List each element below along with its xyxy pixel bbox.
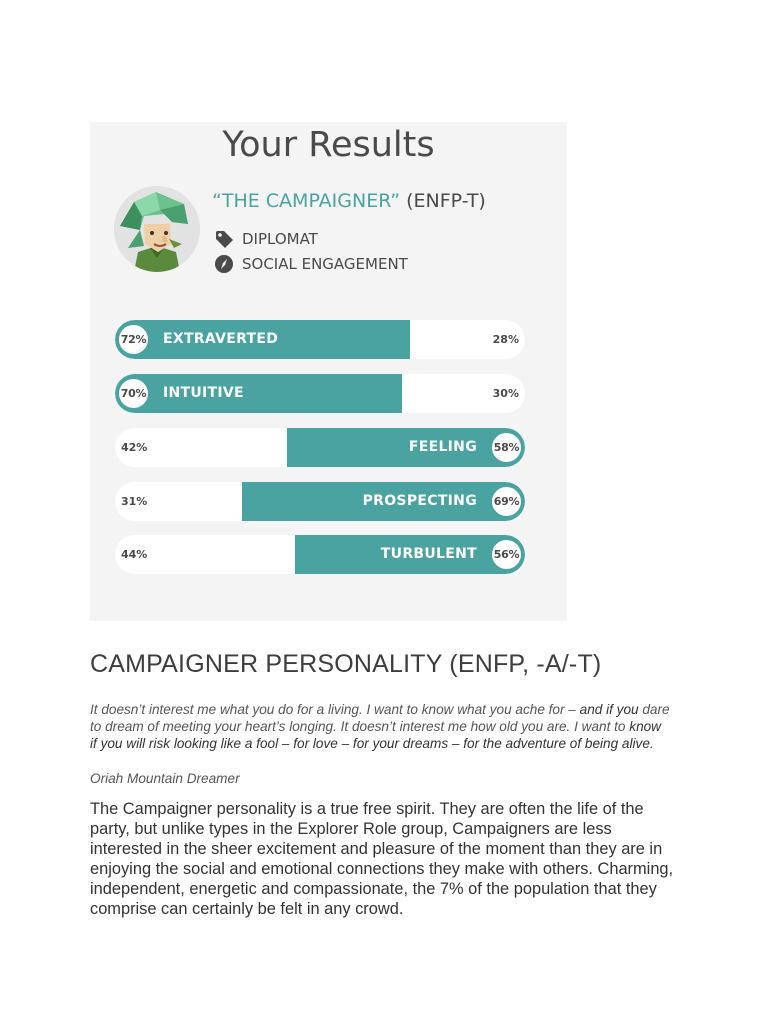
article-body: The Campaigner personality is a true free spirit. They are often the life of the party, but unlike types in the Explorer Role group, Campaigners are less interested in the sheer excitement and pleasure of the moment than they are in enjoying the social and emotional connections they make with others. Charming, independent, energetic and compassionate, the 7% of the population that they comprise can certainly be felt in any crowd.	[90, 800, 674, 918]
trait-percent-badge: 58%	[490, 431, 523, 464]
tag-icon	[214, 229, 234, 249]
quote-text: dare to dream of meeting your heart’s longing. It doesn’t interest me how old you are. I want to	[90, 702, 670, 734]
trait-opposite-percent: 31%	[121, 495, 148, 508]
results-title: Your Results	[222, 125, 435, 165]
quote-author: Oriah Mountain Dreamer	[90, 771, 240, 786]
article-quote	[90, 701, 670, 752]
type-name: “THE CAMPAIGNER”	[212, 190, 401, 212]
personality-type	[212, 188, 486, 214]
trait-fill	[115, 374, 402, 413]
trait-bar-turbulent	[115, 535, 525, 574]
trait-bar-prospecting	[115, 482, 525, 521]
trait-percent-badge: 72%	[117, 323, 150, 356]
results-card	[90, 122, 567, 621]
trait-bar-extraverted	[115, 320, 525, 359]
quote-text: and if you	[579, 702, 639, 717]
compass-icon	[214, 254, 234, 274]
trait-label: INTUITIVE	[163, 385, 244, 401]
strategy-label: SOCIAL ENGAGEMENT	[242, 255, 408, 273]
role-row	[214, 229, 318, 249]
trait-opposite-percent: 28%	[492, 333, 519, 346]
type-code: (ENFP-T)	[406, 190, 486, 212]
trait-bar-feeling	[115, 428, 525, 467]
trait-label: PROSPECTING	[362, 493, 477, 509]
trait-opposite-percent: 42%	[121, 441, 148, 454]
trait-percent-badge: 69%	[490, 485, 523, 518]
campaigner-avatar	[114, 186, 200, 272]
quote-text: know if you will risk looking like a fool – for love – for your dreams – for the adventure of being alive.	[90, 719, 661, 751]
trait-bar-intuitive	[115, 374, 525, 413]
strategy-row	[214, 254, 408, 274]
trait-percent-badge: 56%	[490, 538, 523, 571]
trait-label: FEELING	[408, 439, 477, 455]
trait-opposite-percent: 30%	[492, 387, 519, 400]
trait-opposite-percent: 44%	[121, 548, 148, 561]
trait-label: TURBULENT	[380, 546, 477, 562]
quote-text: It doesn’t interest me what you do for a living. I want to know what you ache for –	[90, 702, 580, 717]
article-heading: CAMPAIGNER PERSONALITY (ENFP, -A/-T)	[90, 650, 602, 678]
trait-label: EXTRAVERTED	[163, 331, 279, 347]
campaigner-avatar-illustration	[114, 186, 200, 272]
trait-percent-badge: 70%	[117, 377, 150, 410]
role-label: DIPLOMAT	[242, 230, 318, 248]
